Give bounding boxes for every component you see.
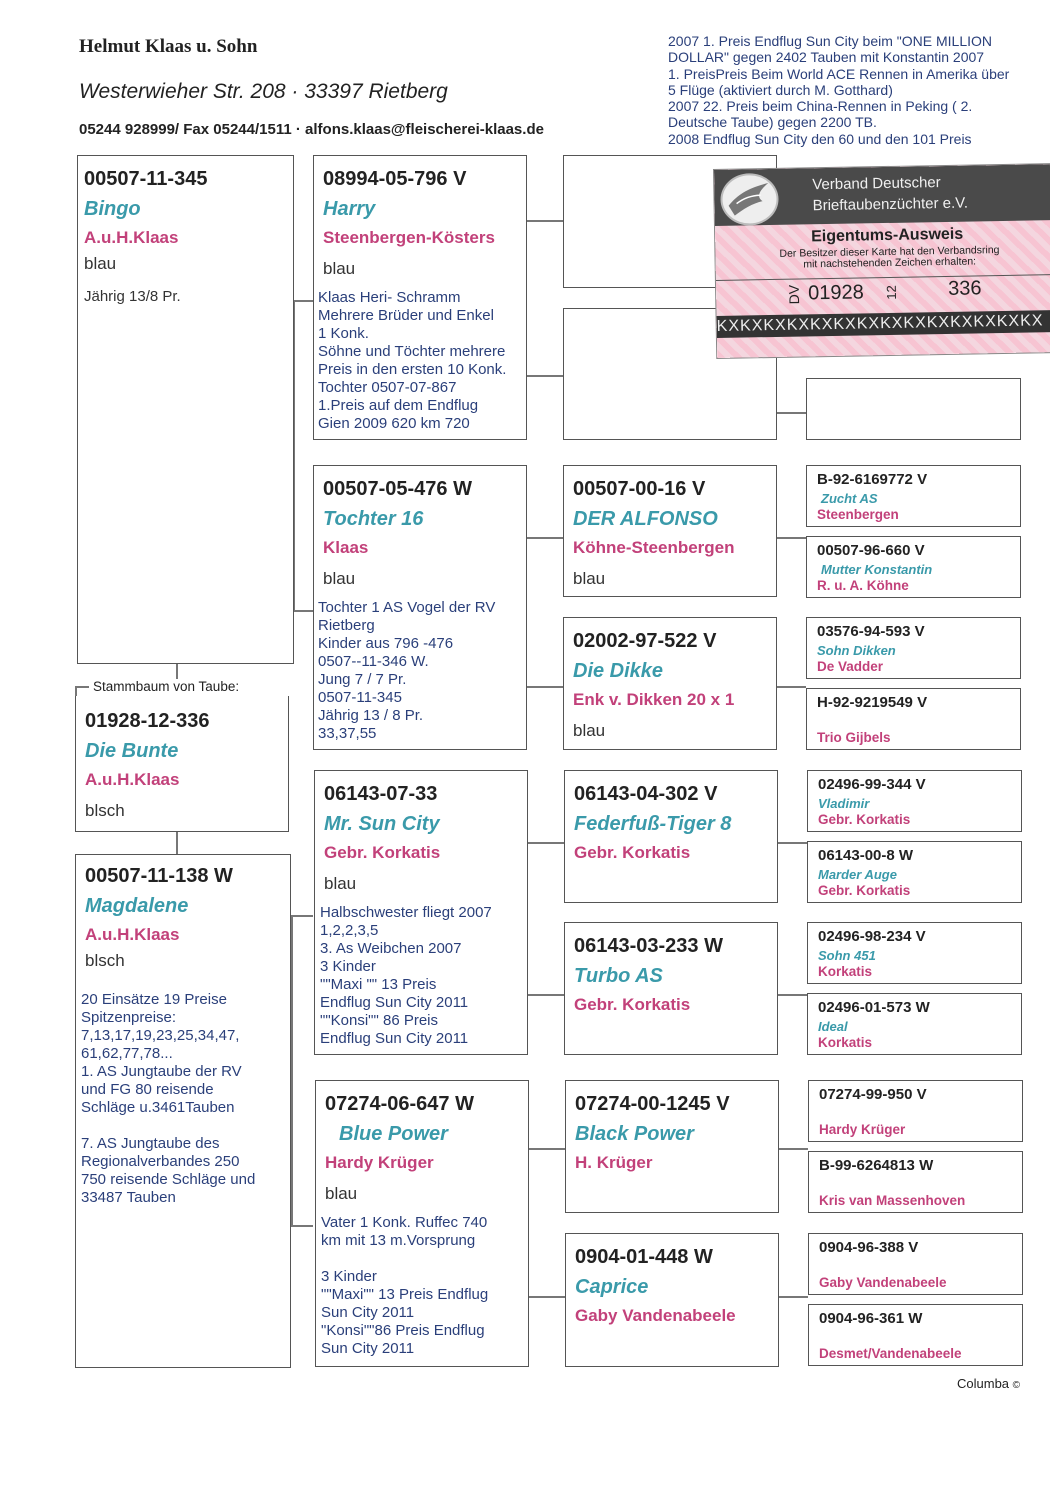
ring-number: 02496-98-234 V	[818, 928, 926, 945]
pigeon-name: Caprice	[575, 1276, 649, 1298]
breeder: Gebr. Korkatis	[818, 883, 911, 898]
connector-line	[527, 375, 563, 377]
pedigree-box	[563, 617, 777, 750]
breeder: Enk v. Dikken 20 x 1	[573, 690, 735, 709]
feather-color: blsch	[85, 801, 125, 820]
pigeon-name: Sohn 451	[818, 948, 876, 963]
ancestor-box	[806, 465, 1021, 527]
connector-line	[777, 686, 806, 688]
pigeon-name: Mr. Sun City	[324, 813, 440, 835]
breeder: A.u.H.Klaas	[85, 925, 180, 944]
connector-line	[778, 994, 807, 996]
empty-pedigree-box	[806, 378, 1021, 440]
performance-notes: Vater 1 Konk. Ruffec 740 km mit 13 m.Vorsprung 3 Kinder ""Maxi"" 13 Preis Endflug Sun City 2011 "Konsi""86 Preis Endflug Sun City 2011	[321, 1214, 489, 1357]
sire-dam-box	[313, 465, 527, 750]
pigeon-name: Zucht AS	[821, 491, 878, 506]
ring-number: 00507-11-138 W	[85, 865, 233, 887]
breeder: A.u.H.Klaas	[85, 770, 180, 789]
connector-line	[779, 1296, 808, 1298]
ring-number: 02002-97-522 V	[573, 630, 717, 652]
feather-color: blau	[573, 569, 606, 588]
pigeon-name: Sohn Dikken	[817, 643, 896, 658]
ring-number: B-92-6169772 V	[817, 471, 928, 488]
connector-line	[291, 915, 293, 1225]
pigeon-name: Federfuß-Tiger 8	[574, 813, 732, 835]
divider	[716, 274, 1050, 281]
connector-line	[293, 610, 313, 612]
breeder: Korkatis	[818, 964, 873, 979]
pigeon-name: Bingo	[84, 198, 141, 220]
breeder: Hardy Krüger	[819, 1122, 906, 1137]
breeder: Steenbergen	[817, 507, 899, 522]
footer-brand-name: Columba	[957, 1376, 1010, 1391]
card-title: Eigentums-Ausweis	[811, 225, 964, 246]
breeder: Gebr. Korkatis	[324, 843, 441, 862]
performance-notes: Halbschwester fliegt 2007 1,2,2,3,5 3. As Weibchen 2007 3 Kinder ""Maxi "" 13 Preis Endflug Sun City 2011 ""Konsi"" 86 Preis Endflug Sun City 2011	[320, 904, 492, 1047]
connector-line	[528, 994, 564, 996]
pigeon-name: Die Dikke	[573, 660, 664, 682]
ring-number: B-99-6264813 W	[819, 1157, 934, 1174]
pedigree-box	[565, 1080, 779, 1213]
breeder: Hardy Krüger	[325, 1153, 434, 1172]
pedigree-box	[564, 922, 778, 1055]
connector-line	[75, 686, 89, 688]
breeder: Kris van Massenhoven	[819, 1193, 966, 1208]
dam-box	[75, 854, 291, 1368]
performance-notes: Jährig 13/8 Pr.	[84, 288, 181, 305]
ancestor-box	[806, 617, 1021, 679]
copyright-icon: ©	[1012, 1380, 1021, 1391]
ring-number: 06143-00-8 W	[818, 847, 914, 864]
pigeon-name: DER ALFONSO	[573, 508, 718, 530]
ancestor-box	[808, 1233, 1023, 1295]
card-prefix: DV	[785, 284, 803, 305]
ancestor-box	[808, 1080, 1023, 1142]
connector-line	[777, 412, 806, 414]
card-pattern-band: KXKXKXKXKXKXKXKXKXKXKXKXKXKX	[717, 310, 1050, 338]
pigeon-name: Mutter Konstantin	[821, 562, 933, 577]
ring-number: 07274-06-647 W	[325, 1093, 474, 1115]
pigeon-name: Vladimir	[818, 796, 870, 811]
breeder: Korkatis	[818, 1035, 873, 1050]
ancestor-box	[808, 1304, 1023, 1366]
pigeon-name: Marder Auge	[818, 867, 897, 882]
ring-number: 00507-96-660 V	[817, 542, 925, 559]
ring-number: 06143-04-302 V	[574, 783, 718, 805]
sire-box	[77, 155, 294, 664]
breeder: De Vadder	[817, 659, 884, 674]
pedigree-box	[563, 465, 777, 597]
achievements-text: 2007 1. Preis Endflug Sun City beim "ONE MILLION DOLLAR" gegen 2402 Tauben mit Konstantin 2007 1. PreisPreis Beim World ACE Rennen in Amerika über 5 Flüge (aktiviert durch M. Gotthard) 2007 22. Preis beim China-Rennen in Peking ( 2. Deutsche Taube) gegen 2200 TB. 2008 Endflug Sun City den 60 und den 101 Preis	[668, 33, 1010, 147]
pigeon-name: Tochter 16	[323, 508, 424, 530]
connector-line	[528, 842, 564, 844]
footer-brand	[957, 1376, 1020, 1391]
feather-color: blau	[573, 721, 606, 740]
ring-number: 00507-11-345	[84, 168, 208, 190]
breeder: Gebr. Korkatis	[574, 843, 691, 862]
card-year: 12	[883, 285, 900, 300]
pigeon-name: Ideal	[818, 1019, 848, 1034]
pedigree-box	[564, 770, 778, 903]
ring-number: 07274-99-950 V	[819, 1086, 927, 1103]
ring-number: 06143-07-33	[324, 783, 438, 805]
connector-line	[75, 686, 77, 696]
connector-line	[291, 915, 313, 917]
ring-number: H-92-9219549 V	[817, 694, 928, 711]
performance-notes: 20 Einsätze 19 Preise Spitzenpreise: 7,13,17,19,23,25,34,47, 61,62,77,78... 1. AS Jungtaube der RV und FG 80 reisende Schläge u.3461Tauben 7. AS Jungtaube des Regionalverbandes 250 750 reisende Schläge und 33487 Tauben	[81, 991, 256, 1206]
ring-number: 0904-96-361 W	[819, 1310, 923, 1327]
ring-number: 07274-00-1245 V	[575, 1093, 730, 1115]
ownership-card	[714, 164, 1050, 358]
ancestor-box	[807, 993, 1022, 1055]
pedigree-box	[565, 1233, 779, 1367]
breeder: R. u. A. Köhne	[817, 578, 909, 593]
card-subtitle: Der Besitzer dieser Karte hat den Verbandsring mit nachstehenden Zeichen erhalten:	[779, 244, 1000, 271]
ring-number: 0904-96-388 V	[819, 1239, 919, 1256]
card-number: 336	[947, 277, 982, 300]
ring-number: 08994-05-796 V	[323, 168, 467, 190]
card-ring-number: 01928	[807, 281, 864, 305]
connector-line	[778, 842, 807, 844]
performance-notes: Tochter 1 AS Vogel der RV Rietberg Kinder aus 796 -476 0507--11-346 W. Jung 7 / 7 Pr. 0507-11-345 Jährig 13 / 8 Pr. 33,37,55	[318, 599, 496, 742]
pigeon-name: Blue Power	[339, 1123, 448, 1145]
breeder: Gebr. Korkatis	[818, 812, 911, 827]
pedigree-label: Stammbaum von Taube:	[93, 679, 240, 694]
connector-line	[527, 537, 563, 539]
performance-notes: Klaas Heri- Schramm Mehrere Brüder und Enkel 1 Konk. Söhne und Töchter mehrere Preis in den ersten 10 Konk. Tochter 0507-07-867 1.Preis auf dem Endflug Gien 2009 620 km 720	[318, 289, 507, 432]
breeder: A.u.H.Klaas	[84, 228, 179, 247]
ring-number: 00507-00-16 V	[573, 478, 706, 500]
feather-color: blau	[323, 259, 356, 278]
ancestor-box	[807, 770, 1022, 832]
dam-dam-box	[315, 1080, 529, 1367]
breeder-contact: 05244 928999/ Fax 05244/1511 · alfons.klaas@fleischerei-klaas.de	[79, 121, 544, 138]
subject-box	[75, 696, 289, 832]
breeder: Gebr. Korkatis	[574, 995, 691, 1014]
ring-number: 01928-12-336	[85, 710, 210, 732]
ring-number: 03576-94-593 V	[817, 623, 925, 640]
ring-number: 0904-01-448 W	[575, 1246, 713, 1268]
breeder: Köhne-Steenbergen	[573, 538, 735, 557]
feather-color: blau	[324, 874, 357, 893]
connector-line	[529, 1296, 565, 1298]
pigeon-name: Die Bunte	[85, 740, 179, 762]
ancestor-box	[807, 841, 1022, 903]
breeder: Gaby Vandenabeele	[819, 1275, 947, 1290]
connector-line	[779, 1148, 808, 1150]
feather-color: blau	[325, 1184, 358, 1203]
breeder: Gaby Vandenabeele	[575, 1306, 736, 1325]
pigeon-name: Black Power	[575, 1123, 694, 1145]
ring-number: 00507-05-476 W	[323, 478, 472, 500]
sire-sire-box	[313, 155, 527, 440]
connector-line	[176, 832, 178, 854]
dam-sire-box	[314, 770, 528, 1055]
connector-line	[527, 686, 563, 688]
breeder: Klaas	[323, 538, 369, 557]
connector-line	[527, 220, 563, 222]
breeder-address: Westerwieher Str. 208 · 33397 Rietberg	[79, 80, 448, 103]
connector-line	[291, 1225, 313, 1227]
breeder: Steenbergen-Kösters	[323, 228, 495, 247]
pigeon-name: Magdalene	[85, 895, 189, 917]
breeder: Desmet/Vandenabeele	[819, 1346, 962, 1361]
ring-number: 06143-03-233 W	[574, 935, 723, 957]
ancestor-box	[807, 922, 1022, 984]
connector-line	[529, 1148, 565, 1150]
dove-logo-icon	[720, 173, 779, 226]
feather-color: blau	[84, 254, 117, 273]
connector-line	[777, 537, 806, 539]
breeder: Trio Gijbels	[817, 730, 891, 745]
breeder-name: Helmut Klaas u. Sohn	[79, 36, 258, 57]
ring-number: 02496-99-344 V	[818, 776, 926, 793]
breeder: H. Krüger	[575, 1153, 653, 1172]
connector-line	[293, 300, 313, 302]
card-header	[714, 164, 1050, 226]
card-organization: Verband Deutscher Brieftaubenzüchter e.V.	[812, 174, 969, 215]
ancestor-box	[806, 688, 1021, 750]
pigeon-name: Turbo AS	[574, 965, 663, 987]
feather-color: blau	[323, 569, 356, 588]
ring-number: 02496-01-573 W	[818, 999, 930, 1016]
feather-color: blsch	[85, 951, 125, 970]
ancestor-box	[808, 1151, 1023, 1213]
pigeon-name: Harry	[323, 198, 376, 220]
ancestor-box	[806, 536, 1021, 598]
